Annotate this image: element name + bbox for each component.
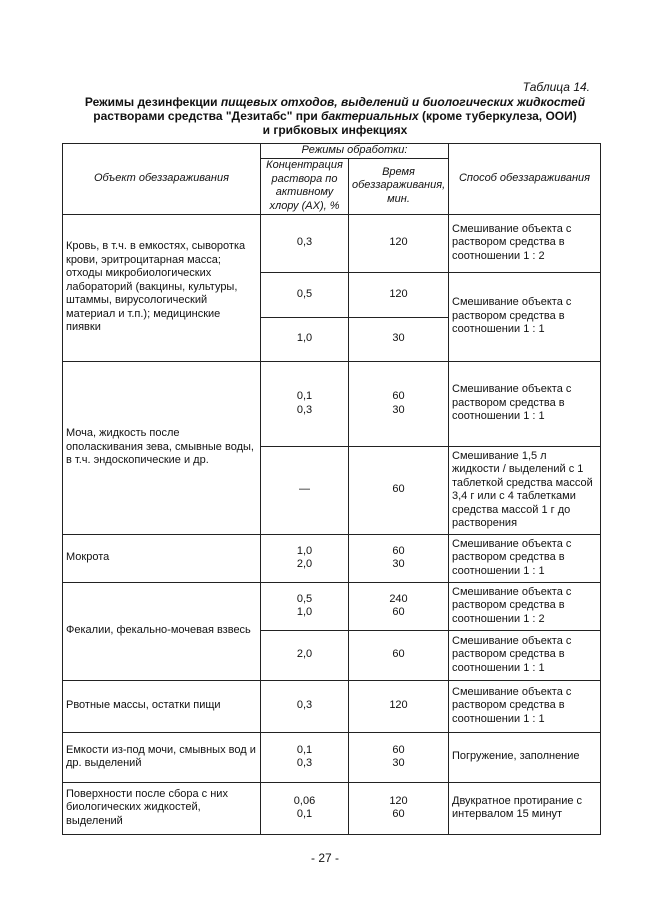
time-value: 120 [389, 794, 408, 807]
conc-cell [261, 582, 349, 630]
header-method: Способ обеззараживания [449, 144, 601, 215]
header-time: Время обеззараживания, мин. [349, 158, 449, 214]
object-feces: Фекалии, фекально-мочевая взвесь [63, 582, 261, 680]
object-containers: Емкости из-под мочи, смывных вод и др. выделений [63, 732, 261, 782]
conc-value: 0,1 [296, 808, 313, 820]
header-object: Объект обеззараживания [63, 144, 261, 215]
time-cell: 60 [349, 446, 449, 534]
time-cell [349, 534, 449, 582]
method-cell: Смешивание 1,5 л жидкости / выделений с 1 таблеткой средства массой 3,4 г или с 4 таблетками средства массой 1 г до растворения [449, 446, 601, 534]
method-cell: Смешивание объекта с раствором средства в соотношении 1 : 1 [449, 272, 601, 361]
method-cell: Погружение, заполнение [449, 732, 601, 782]
title-line-1 [70, 95, 600, 109]
conc-value: 2,0 [296, 558, 313, 570]
conc-value: 0,5 [296, 592, 313, 605]
conc-value: 1,0 [296, 606, 313, 618]
conc-cell [261, 534, 349, 582]
table-title [70, 95, 600, 137]
page-number: - 27 - [310, 851, 339, 865]
time-cell [349, 782, 449, 834]
time-cell: 120 [349, 214, 449, 272]
table-number: Таблица 14. [522, 80, 590, 94]
table-row [63, 582, 601, 630]
conc-cell: 0,3 [261, 680, 349, 732]
table-row [63, 782, 601, 834]
conc-cell: — [261, 446, 349, 534]
title-line-2-part-b: бактериальных [321, 109, 419, 123]
time-value: 60 [392, 544, 405, 557]
time-cell: 120 [349, 680, 449, 732]
title-line-1-part-a: Режимы дезинфекции [84, 95, 221, 109]
conc-value: 0,3 [296, 757, 313, 769]
time-cell [349, 582, 449, 630]
method-cell: Смешивание объекта с раствором средства в соотношении 1 : 1 [449, 680, 601, 732]
table-row [63, 361, 601, 446]
method-cell: Двукратное протирание с интервалом 15 минут [449, 782, 601, 834]
time-value: 240 [389, 592, 408, 605]
time-cell: 60 [349, 630, 449, 680]
object-sputum: Мокрота [63, 534, 261, 582]
conc-cell: 0,3 [261, 214, 349, 272]
conc-value: 0,1 [296, 390, 313, 402]
conc-cell: 1,0 [261, 317, 349, 361]
method-cell: Смешивание объекта с раствором средства в соотношении 1 : 2 [449, 582, 601, 630]
conc-value: 0,06 [293, 794, 316, 807]
conc-value: 0,1 [296, 743, 313, 756]
disinfection-table [62, 143, 601, 835]
conc-value: 0,3 [296, 403, 313, 416]
method-cell: Смешивание объекта с раствором средства в соотношении 1 : 1 [449, 361, 601, 446]
conc-cell [261, 732, 349, 782]
conc-cell: 2,0 [261, 630, 349, 680]
title-line-2-part-a: растворами средства "Дезитабс" при [93, 109, 322, 123]
title-line-2 [70, 109, 600, 123]
time-value: 60 [392, 743, 405, 756]
method-cell: Смешивание объекта с раствором средства в соотношении 1 : 1 [449, 534, 601, 582]
header-concentration: Концентрация раствора по активному хлору (АХ), % [261, 158, 349, 214]
title-line-1-part-b: пищевых отходов, выделений и биологических жидкостей [220, 95, 586, 109]
object-blood: Кровь, в т.ч. в емкостях, сыворотка крови, эритроцитарная масса; отходы микробиологических лабораторий (вакцины, культуры, штаммы, вирусологический материал и т.п.); медицинские пиявки [63, 214, 261, 361]
table-row [63, 534, 601, 582]
table-row [63, 680, 601, 732]
title-line-2-part-c: (кроме туберкулеза, ООИ) [418, 109, 577, 123]
conc-cell [261, 782, 349, 834]
time-value: 60 [392, 606, 405, 618]
table-row [63, 732, 601, 782]
time-cell: 30 [349, 317, 449, 361]
time-value: 30 [392, 558, 405, 570]
method-cell: Смешивание объекта с раствором средства в соотношении 1 : 2 [449, 214, 601, 272]
time-value: 30 [392, 757, 405, 769]
conc-value: 1,0 [296, 544, 313, 557]
time-value: 60 [392, 390, 405, 402]
method-cell: Смешивание объекта с раствором средства в соотношении 1 : 1 [449, 630, 601, 680]
conc-cell [261, 361, 349, 446]
object-surfaces: Поверхности после сбора с них биологических жидкостей, выделений [63, 782, 261, 834]
time-cell: 120 [349, 272, 449, 317]
table-row [63, 214, 601, 272]
time-value: 60 [392, 808, 405, 820]
object-vomit: Рвотные массы, остатки пищи [63, 680, 261, 732]
object-urine: Моча, жидкость после ополаскивания зева, смывные воды, в т.ч. эндоскопические и др. [63, 361, 261, 534]
title-line-3: и грибковых инфекциях [262, 123, 408, 137]
header-modes: Режимы обработки: [261, 144, 449, 159]
conc-cell: 0,5 [261, 272, 349, 317]
time-cell [349, 732, 449, 782]
time-cell [349, 361, 449, 446]
time-value: 30 [392, 403, 405, 416]
header-row-1 [63, 144, 601, 159]
